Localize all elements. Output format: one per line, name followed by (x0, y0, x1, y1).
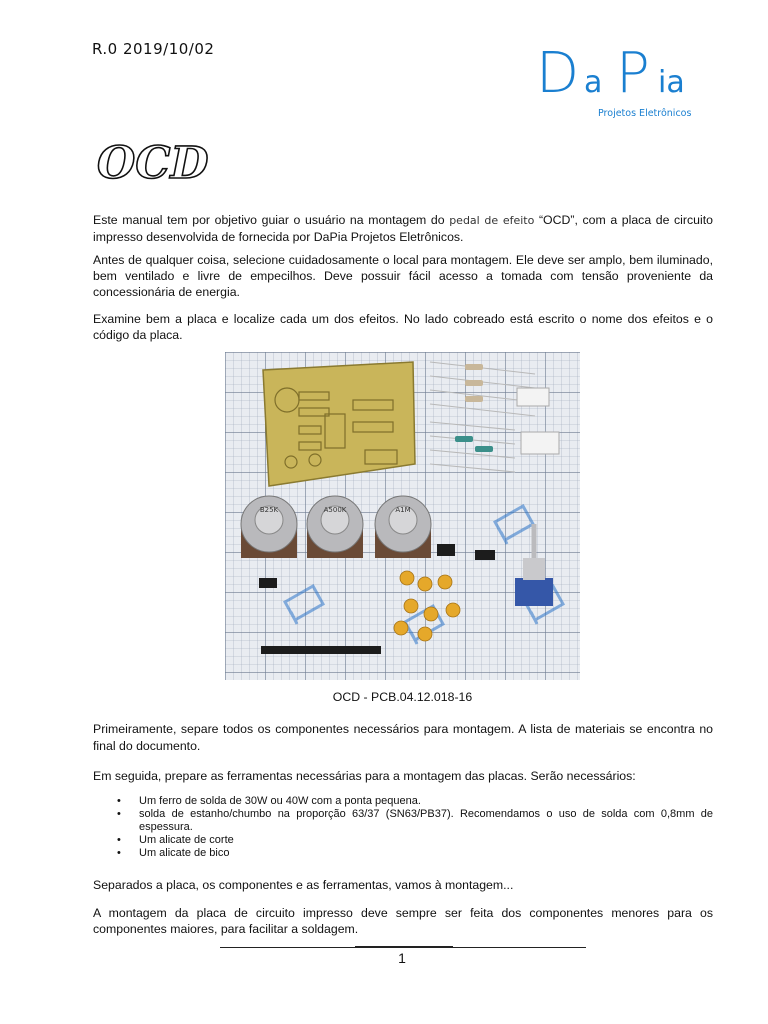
order-paragraph: A montagem da placa de circuito impresso deve sempre ser feita dos componentes menores para os componentes maiores, para facilitar a soldagem. (93, 906, 713, 936)
list-item: • solda de estanho/chumbo na proporção 63/37 (SN63/PB37). Recomendamos o uso de solda com 0,8mm de espessura. (117, 808, 713, 833)
pot-label-1: B25K (259, 506, 279, 514)
ocd-title (95, 136, 225, 186)
tools-paragraph: Em seguida, prepare as ferramentas necessárias para a montagem das placas. Serão necessários: (93, 769, 636, 783)
intro-paragraph (93, 212, 713, 245)
list-item: • Um alicate de bico (117, 847, 230, 859)
logo-letter-d: D (536, 41, 580, 106)
pcb-board (263, 362, 415, 486)
ocd-title-text: OCD (97, 138, 209, 186)
potentiometers (241, 496, 431, 558)
list-item: • Um alicate de corte (117, 834, 234, 846)
logo-letters-ia: ia (658, 65, 685, 100)
bullet-icon: • (117, 847, 121, 859)
revision-date: R.0 2019/10/02 (92, 40, 215, 58)
logo-letter-p: P (616, 41, 650, 106)
page-number: 1 (398, 950, 406, 966)
logo-letter-a: a (584, 65, 603, 100)
photo-caption: OCD - PCB.04.12.018-16 (332, 690, 473, 704)
examine-paragraph: Examine bem a placa e localize cada um dos efeitos. No lado cobreado está escrito o nome dos efeitos e o código da placa. (93, 312, 713, 342)
pot-label-3: A1M (395, 506, 411, 514)
intro-text-end: “OCD”, com a placa de circuito impresso desenvolvida de fornecida por DaPia Projetos Eletrônicos. (93, 213, 713, 244)
intro-highlight: pedal de efeito (449, 214, 535, 227)
location-paragraph: Antes de qualquer coisa, selecione cuidadosamente o local para montagem. Ele deve ser amplo, bem iluminado, bem ventilado e livre de empecilhos. Deve possuir fácil acesso a tomada com tensão proveniente da concessionária de energia. (93, 253, 713, 299)
intro-text: Este manual tem por objetivo guiar o usuário na montagem do (93, 213, 445, 227)
logo-tagline: Projetos Eletrônicos (598, 108, 692, 119)
pot-label-2: A500K (323, 506, 347, 514)
bullet-icon: • (117, 808, 121, 820)
dapia-logo (536, 40, 736, 125)
bullet-icon: • (117, 834, 121, 846)
ready-paragraph: Separados a placa, os componentes e as ferramentas, vamos à montagem... (93, 878, 514, 892)
list-item: • Um ferro de solda de 30W ou 40W com a ponta pequena. (117, 795, 421, 807)
tools-list (117, 795, 713, 860)
kit-photo (225, 352, 580, 680)
footer-divider-accent (355, 946, 453, 948)
separate-paragraph: Primeiramente, separe todos os componentes necessários para montagem. A lista de materiais se encontra no final do documento. (93, 722, 713, 753)
bullet-icon: • (117, 795, 121, 807)
